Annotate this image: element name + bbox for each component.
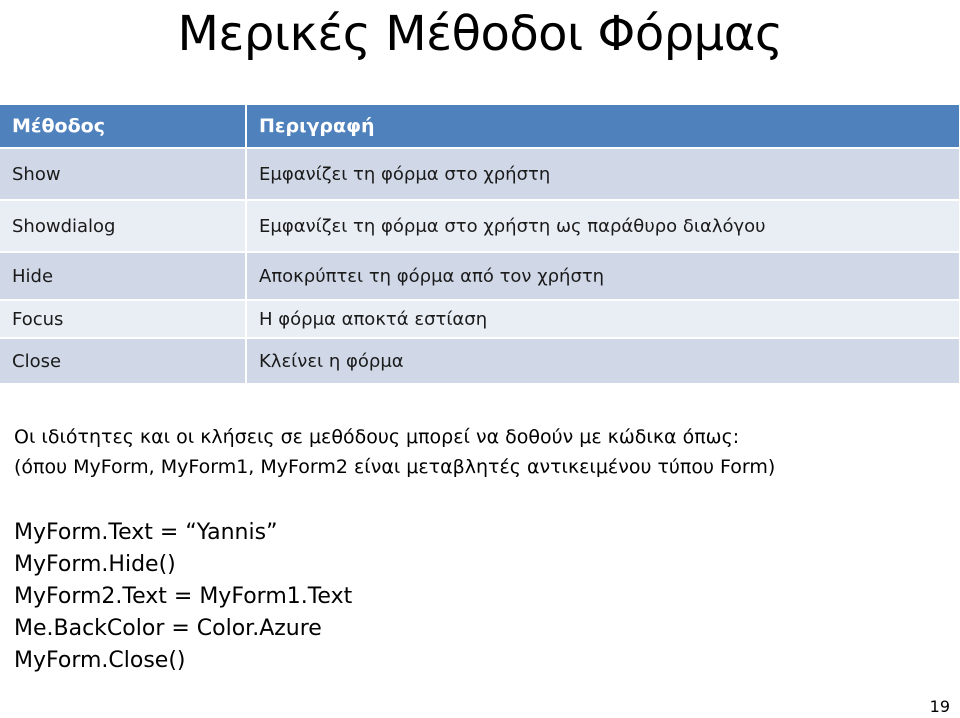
- method-cell: Show: [0, 148, 246, 200]
- table-row: [0, 338, 960, 384]
- explanation-text: [14, 422, 944, 482]
- table-row: [0, 148, 960, 200]
- description-cell: Η φόρμα αποκτά εστίαση: [246, 300, 960, 338]
- code-example: [14, 517, 352, 677]
- methods-table: [0, 105, 960, 385]
- method-cell: Close: [0, 338, 246, 384]
- table-row: [0, 200, 960, 252]
- code-line: MyForm.Hide(): [14, 552, 176, 577]
- description-cell: Αποκρύπτει τη φόρμα από τον χρήστη: [246, 252, 960, 300]
- column-header-method: Μέθοδος: [0, 105, 246, 148]
- page-number: 19: [929, 697, 950, 716]
- code-line: MyForm.Text = “Yannis”: [14, 520, 278, 545]
- table-header-row: [0, 105, 960, 148]
- explanation-line: Οι ιδιότητες και οι κλήσεις σε μεθόδους μπορεί να δοθούν με κώδικα όπως:: [14, 426, 740, 448]
- code-line: Me.BackColor = Color.Azure: [14, 616, 322, 641]
- description-cell: Εμφανίζει τη φόρμα στο χρήστη ως παράθυρο διαλόγου: [246, 200, 960, 252]
- table-row: [0, 252, 960, 300]
- code-line: MyForm2.Text = MyForm1.Text: [14, 584, 353, 609]
- method-cell: Showdialog: [0, 200, 246, 252]
- column-header-description: Περιγραφή: [246, 105, 960, 148]
- method-cell: Focus: [0, 300, 246, 338]
- method-cell: Hide: [0, 252, 246, 300]
- explanation-line: (όπου MyForm, MyForm1, MyForm2 είναι μεταβλητές αντικειμένου τύπου Form): [14, 456, 776, 478]
- description-cell: Εμφανίζει τη φόρμα στο χρήστη: [246, 148, 960, 200]
- slide-title: Μερικές Μέθοδοι Φόρμας: [177, 6, 783, 62]
- table-row: [0, 300, 960, 338]
- code-line: MyForm.Close(): [14, 648, 186, 673]
- description-cell: Κλείνει η φόρμα: [246, 338, 960, 384]
